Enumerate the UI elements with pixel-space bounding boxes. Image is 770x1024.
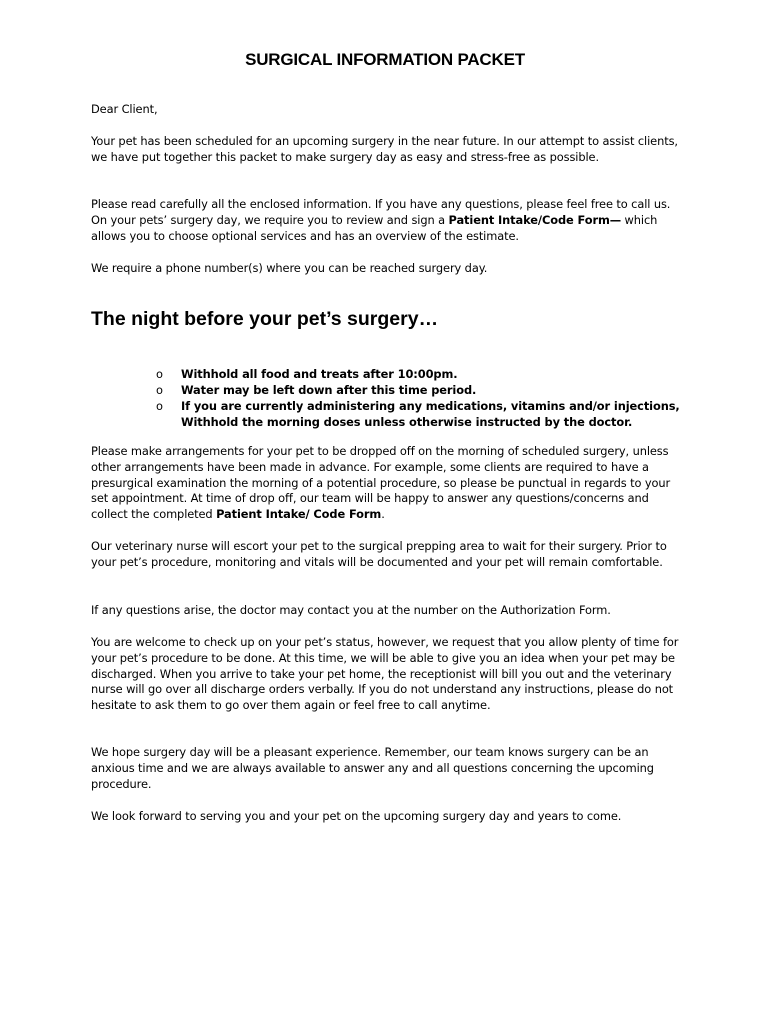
greeting: Dear Client, xyxy=(91,102,158,116)
list-item-text: Withhold all food and treats after 10:00pm. xyxy=(181,367,458,381)
closing-paragraph: We look forward to serving you and your pet on the upcoming surgery day and years to come. xyxy=(91,809,622,823)
status-paragraph: You are welcome to check up on your pet’s status, however, we request that you allow plenty of time for your pet’s procedure to be done. At this time, we will be able to give you an idea when your pet may be discharged. When you arrive to take your pet home, the receptionist will bill you out and the veterinary nurse will go over all discharge orders verbally. If you do not understand any instructions, please do not hesitate to ask them to go over them again or feel free to call anytime. xyxy=(91,635,679,713)
list-item xyxy=(156,398,696,430)
dropoff-paragraph-text: Please make arrangements for your pet to be dropped off on the morning of scheduled surgery, unless other arrangements have been made in advance. For example, some clients are required to have a presurgical examination the morning of a potential procedure, so please be punctual in regards to your set appointment. At time of drop off, our team will be happy to answer any questions/concerns and collect the completed xyxy=(91,444,671,522)
hope-paragraph: We hope surgery day will be a pleasant experience. Remember, our team knows surgery can be an anxious time and we are always available to answer any and all questions concerning the upcoming procedure. xyxy=(91,745,654,791)
nurse-paragraph: Our veterinary nurse will escort your pet to the surgical prepping area to wait for their surgery. Prior to your pet’s procedure, monitoring and vitals will be documented and your pet will remain comfortable. xyxy=(91,539,667,569)
list-item xyxy=(156,382,696,398)
dropoff-paragraph xyxy=(91,444,687,523)
intro-paragraph: Your pet has been scheduled for an upcoming surgery in the near future. In our attempt to assist clients, we have put together this packet to make surgery day as easy and stress-free as possible. xyxy=(91,134,678,164)
list-item xyxy=(156,366,696,382)
bullet-marker: o xyxy=(156,367,163,381)
read-paragraph xyxy=(91,197,687,244)
read-paragraph-text: Please read carefully all the enclosed information. If you have any questions, please feel free to call us. On your pets’ surgery day, we require you to review and sign a xyxy=(91,197,671,227)
list-item-text: Water may be left down after this time period. xyxy=(181,383,477,397)
bullet-marker: o xyxy=(156,399,163,413)
phone-paragraph: We require a phone number(s) where you can be reached surgery day. xyxy=(91,261,488,275)
patient-intake-form-name: Patient Intake/Code Form— xyxy=(448,212,622,227)
list-item-text: If you are currently administering any medications, vitamins and/or injections, Withhold the morning doses unless otherwise instructed by the doctor. xyxy=(181,399,680,429)
night-before-list xyxy=(156,366,696,430)
document-title: SURGICAL INFORMATION PACKET xyxy=(245,50,525,69)
read-paragraph-text-end: which allows you to choose optional services and has an overview of the estimate. xyxy=(91,212,658,243)
questions-paragraph: If any questions arise, the doctor may contact you at the number on the Authorization Form. xyxy=(91,603,611,617)
bullet-marker: o xyxy=(156,383,163,397)
patient-intake-code-form-name: Patient Intake/ Code Form xyxy=(216,507,382,522)
dropoff-paragraph-text-end: . xyxy=(381,507,385,522)
night-before-heading: The night before your pet’s surgery… xyxy=(91,308,439,330)
